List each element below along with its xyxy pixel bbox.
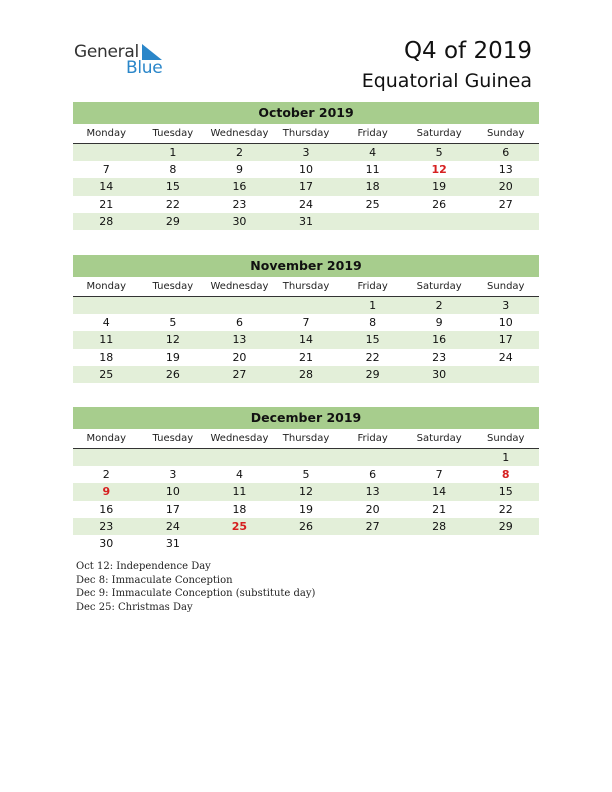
day-cell (140, 449, 207, 466)
weekday-label: Tuesday (152, 281, 194, 292)
day-cell (140, 297, 207, 314)
day-cell: 18 (232, 502, 247, 516)
day-cell: 23 (432, 350, 447, 364)
week-row (73, 144, 539, 161)
day-cell (339, 535, 406, 552)
week-row (73, 349, 539, 366)
week-row (73, 196, 539, 213)
weekday-label: Monday (86, 433, 127, 444)
brand-logo (74, 42, 174, 78)
logo-text-general: General (74, 42, 139, 62)
day-cell: 18 (99, 350, 114, 364)
day-cell: 27 (498, 197, 513, 211)
day-cell: 5 (169, 316, 177, 330)
day-cell: 1 (169, 146, 177, 159)
month-title: December 2019 (73, 407, 539, 429)
day-cell: 15 (165, 180, 180, 194)
week-row (73, 449, 539, 466)
day-cell: 27 (365, 519, 380, 533)
holiday-note: Oct 12: Independence Day (76, 561, 211, 572)
day-cell: 22 (498, 502, 513, 516)
day-cell: 26 (299, 519, 314, 533)
weekday-label: Wednesday (210, 281, 269, 292)
day-cell (73, 449, 140, 466)
week-row (73, 466, 539, 483)
week-row (73, 297, 539, 314)
week-row (73, 161, 539, 178)
holiday-note: Dec 9: Immaculate Conception (substitute day) (76, 588, 316, 599)
day-cell: 30 (432, 367, 447, 381)
day-cell: 5 (435, 146, 443, 159)
day-cell: 21 (99, 197, 114, 211)
day-cell: 26 (432, 197, 447, 211)
day-cell: 29 (165, 214, 180, 228)
weekday-header-row (73, 277, 539, 297)
day-cell: 17 (165, 502, 180, 516)
day-cell: 6 (369, 468, 377, 482)
day-cell: 17 (498, 333, 513, 347)
day-cell: 25 (99, 367, 114, 381)
day-cell: 7 (302, 316, 310, 330)
week-row (73, 178, 539, 195)
day-cell: 7 (102, 163, 110, 177)
day-cell (472, 213, 539, 230)
day-cell: 14 (299, 333, 314, 347)
day-cell: 6 (235, 316, 243, 330)
day-cell (206, 297, 273, 314)
week-row (73, 501, 539, 518)
weekday-label: Wednesday (210, 433, 269, 444)
week-row (73, 314, 539, 331)
day-cell: 23 (232, 197, 247, 211)
weekday-label: Saturday (416, 281, 462, 292)
page-title: Q4 of 2019 (403, 38, 532, 64)
month-grid (73, 297, 539, 383)
week-row (73, 331, 539, 348)
logo-text-blue: Blue (126, 58, 163, 78)
day-cell: 13 (232, 333, 247, 347)
day-cell: 11 (232, 485, 247, 499)
day-cell: 29 (365, 367, 380, 381)
country-name: Equatorial Guinea (361, 70, 532, 92)
day-cell: 10 (165, 485, 180, 499)
day-cell (73, 144, 140, 161)
weekday-label: Sunday (487, 433, 525, 444)
day-cell: 3 (169, 468, 177, 482)
day-cell: 9 (235, 163, 243, 177)
weekday-label: Monday (86, 281, 127, 292)
holiday-day-cell: 8 (501, 468, 510, 482)
holiday-note: Dec 25: Christmas Day (76, 601, 193, 613)
day-cell: 30 (232, 214, 247, 228)
holiday-notes (76, 560, 315, 614)
day-cell: 17 (299, 180, 314, 194)
day-cell: 12 (299, 485, 314, 499)
weekday-label: Thursday (282, 128, 330, 139)
day-cell: 22 (165, 197, 180, 211)
weekday-label: Friday (357, 128, 388, 139)
week-row (73, 518, 539, 535)
day-cell: 19 (165, 350, 180, 364)
day-cell: 14 (432, 485, 447, 499)
day-cell: 21 (432, 502, 447, 516)
day-cell: 31 (165, 536, 180, 550)
day-cell: 26 (165, 367, 180, 381)
day-cell (406, 535, 473, 552)
weekday-label: Tuesday (152, 128, 194, 139)
week-row (73, 366, 539, 383)
day-cell: 10 (498, 316, 513, 330)
day-cell: 19 (299, 502, 314, 516)
day-cell (206, 535, 273, 552)
day-cell: 15 (498, 485, 513, 499)
day-cell: 11 (99, 333, 114, 347)
day-cell: 12 (165, 333, 180, 347)
day-cell: 3 (302, 146, 310, 159)
weekday-label: Thursday (282, 433, 330, 444)
day-cell: 28 (432, 519, 447, 533)
weekday-label: Monday (86, 128, 127, 139)
holiday-note: Dec 8: Immaculate Conception (76, 574, 233, 586)
day-cell: 1 (502, 451, 510, 464)
day-cell: 21 (299, 350, 314, 364)
day-cell: 2 (435, 299, 443, 312)
weekday-label: Tuesday (152, 433, 194, 444)
day-cell (206, 449, 273, 466)
month-title: November 2019 (73, 255, 539, 277)
day-cell: 14 (99, 180, 114, 194)
weekday-label: Thursday (282, 281, 330, 292)
month-november (73, 255, 539, 383)
day-cell: 4 (369, 146, 377, 159)
weekday-label: Sunday (487, 128, 525, 139)
month-december (73, 407, 539, 552)
month-grid (73, 449, 539, 552)
day-cell: 3 (502, 299, 510, 312)
day-cell: 2 (235, 146, 243, 159)
day-cell: 30 (99, 536, 114, 550)
day-cell: 22 (365, 350, 380, 364)
day-cell (472, 535, 539, 552)
weekday-label: Friday (357, 433, 388, 444)
day-cell: 27 (232, 367, 247, 381)
month-grid (73, 144, 539, 230)
day-cell: 16 (432, 333, 447, 347)
day-cell: 28 (299, 367, 314, 381)
week-row (73, 535, 539, 552)
day-cell: 24 (498, 350, 513, 364)
day-cell: 28 (99, 214, 114, 228)
day-cell (339, 213, 406, 230)
week-row (73, 213, 539, 230)
day-cell: 23 (99, 519, 114, 533)
day-cell: 29 (498, 519, 513, 533)
day-cell: 16 (232, 180, 247, 194)
day-cell: 8 (369, 316, 377, 330)
month-title: October 2019 (73, 102, 539, 124)
day-cell: 2 (102, 468, 110, 482)
week-row (73, 483, 539, 500)
day-cell: 5 (302, 468, 310, 482)
day-cell (73, 297, 140, 314)
day-cell (273, 297, 340, 314)
holiday-day-cell: 25 (231, 519, 248, 533)
day-cell: 25 (365, 197, 380, 211)
day-cell: 15 (365, 333, 380, 347)
day-cell (273, 535, 340, 552)
day-cell (406, 449, 473, 466)
day-cell: 18 (365, 180, 380, 194)
holiday-day-cell: 12 (431, 163, 447, 177)
month-october (73, 102, 539, 230)
day-cell (472, 366, 539, 383)
day-cell: 1 (369, 299, 377, 312)
weekday-label: Sunday (487, 281, 525, 292)
weekday-header-row (73, 124, 539, 144)
day-cell: 20 (365, 502, 380, 516)
day-cell: 19 (432, 180, 447, 194)
day-cell: 16 (99, 502, 114, 516)
day-cell: 4 (235, 468, 243, 482)
day-cell: 20 (232, 350, 247, 364)
day-cell: 13 (365, 485, 380, 499)
day-cell: 8 (169, 163, 177, 177)
day-cell: 31 (299, 214, 314, 228)
weekday-label: Saturday (416, 433, 462, 444)
day-cell (339, 449, 406, 466)
day-cell: 6 (502, 146, 510, 159)
day-cell (406, 213, 473, 230)
day-cell: 7 (435, 468, 443, 482)
day-cell: 13 (498, 163, 513, 177)
holiday-day-cell: 9 (102, 485, 111, 499)
day-cell (273, 449, 340, 466)
day-cell: 10 (299, 163, 314, 177)
day-cell: 20 (498, 180, 513, 194)
weekday-label: Friday (357, 281, 388, 292)
weekday-label: Saturday (416, 128, 462, 139)
day-cell: 9 (435, 316, 443, 330)
day-cell: 11 (365, 163, 380, 177)
weekday-label: Wednesday (210, 128, 269, 139)
day-cell: 24 (299, 197, 314, 211)
weekday-header-row (73, 429, 539, 449)
day-cell: 4 (102, 316, 110, 330)
day-cell: 24 (165, 519, 180, 533)
